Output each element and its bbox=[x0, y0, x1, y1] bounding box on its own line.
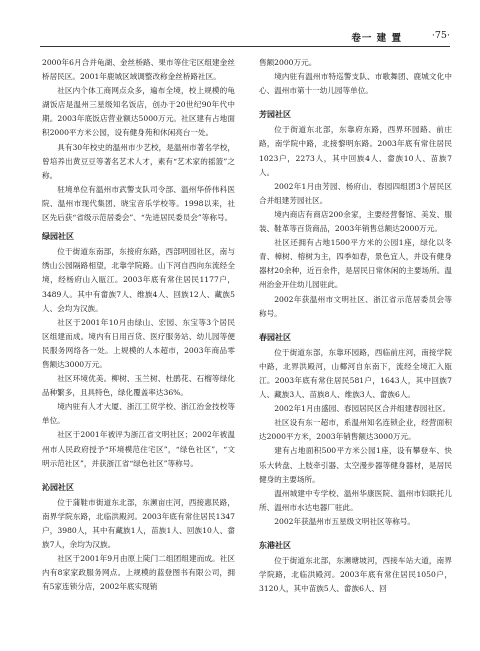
header-rule bbox=[40, 46, 450, 47]
paragraph: 2000年6月合并龟湖、金丝桥路、果市等住宅区组建金丝桥居民区。2001年鹿城区域调整改称金丝桥路社区。 bbox=[42, 58, 235, 82]
section-heading: 春园社区 bbox=[259, 332, 291, 342]
paragraph: 具有30年校史的温州市少艺校，是温州市著名学校，曾培养出黄豆豆等著名艺术人才，素有“艺术家的摇篮”之称。 bbox=[42, 142, 235, 180]
paragraph: 境内驻有人才大厦、浙江工贸学校、浙江治金技校等单位。 bbox=[42, 402, 235, 426]
paragraph: 温州城建中专学校、温州华康医院、温州市妇联托儿所、温州市水达电器厂驻此。 bbox=[259, 488, 452, 512]
right-column bbox=[259, 56, 452, 596]
running-header bbox=[40, 30, 450, 46]
paragraph: 社区内个体工商网点众多，遍布全境，校上规模的龟湖饭店是温州三星级知名饭店，创办于20世纪90年代中期。2003年底饭店营业额达5000万元。社区建有占地面积2000平方米公园，设有健身苑和休闲亮台一处。 bbox=[42, 86, 235, 138]
paragraph: 社区于2001年被评为浙江省文明社区；2002年被温州市人民政府授予“环境模范住宅区”，“绿色社区”，“文明示范社区”，并获浙江省“绿色社区”等称号。 bbox=[42, 430, 235, 468]
paragraph: 位于街道东北部，东靠府东路，西界环园路、前庄路，南学院中路，北接黎明东路。2003年底有常住居民1023户，2273人，其中回族4人、畲族10人、苗族7人。 bbox=[259, 125, 452, 177]
paragraph: 社区环境优美。柳树、玉兰树、杜鹃花、石榴等绿化品种繁多，且具特色，绿化覆盖率达36%。 bbox=[42, 374, 235, 398]
paragraph: 社区还拥有占地1500平方米的公园1座，绿化以冬青、樟树、榕树为主，四季如春，景色宜人，并设有健身器材20余种，近百余件，是居民日常休闲的主要场所。温州治金开住幼儿园驻此。 bbox=[259, 238, 452, 290]
section-heading: 东港社区 bbox=[259, 541, 291, 550]
paragraph: 位于街道东部，东靠环园路，西临前庄河，南接学院中路，北界洪殿河，山椰河自东南下，流经全境汇入瓯江。2003年底有常住居民581户，1643人，其中回族7人、藏族3人、苗族8人、维族3人、畲族6人。 bbox=[259, 347, 452, 400]
paragraph: 2002年1月由芳园、杨府山、春园四组团3个居民区合并组建芳园社区。 bbox=[259, 181, 452, 205]
section-heading: 沁园社区 bbox=[42, 482, 74, 492]
section-title: 卷一 建 置 bbox=[351, 33, 402, 44]
paragraph: 境内驻有温州市特巡警支队、市歌舞团、鹿城文化中心、温州市第十一幼儿园等单位。 bbox=[259, 72, 452, 96]
paragraph: 位于街道东北部，东濒塘坡河，西接车站大道，南界学院路，北临洪殿河。2003年底有常住居民1050户，3120人，其中苗族5人、畲族6人、回 bbox=[259, 556, 452, 594]
paragraph: 2002年获温州市五星级文明社区等称号。 bbox=[274, 516, 416, 526]
paragraph: 2002年1月由盛园、春园居民区合并组建春园社区。 bbox=[274, 404, 451, 414]
paragraph: 售额2000万元。 bbox=[259, 58, 317, 67]
paragraph: 位于街道东南部，东接府东路，西部明园社区，南与绣山公园隔路相望，北靠学院路。山下河自西向东流经全境，经杨府山入瓯江。2003年底有常住居民1177户，3489人。其中有畲族7人、维族4人、回族12人、藏族5人、会均为汉族。 bbox=[42, 247, 235, 313]
paragraph: 驻境单位有温州市武警支队司令部、温州华侨伟科医院、温州市现代集团、晓宝音乐学校等。1998以来，社区先后获“省级示范居委会”、“先进居民委员会”等称号。 bbox=[42, 184, 235, 223]
paragraph: 社区于2001年9月由原上陡门二组团组建而成。社区内有8家家政服务网点。上规模的蓝登图书有限公司，拥有5家连锁分店，2002年底实现销 bbox=[42, 554, 235, 592]
section-heading: 绿园社区 bbox=[42, 232, 74, 242]
paragraph: 社区设有东一超市，系温州知名连锁企业，经营面积达2000平方米，2003年销售额达3000万元。 bbox=[259, 418, 452, 442]
paragraph: 建有占地面积500平方米公园1座，设有攀登车、快乐大转盘、上肢牵引器、太空漫步器等健身器材，是居民健身的主要场所。 bbox=[259, 446, 452, 484]
paragraph: 2002年获温州市文明社区、浙江省示范居委员会等称号。 bbox=[259, 294, 452, 318]
paragraph: 境内商店有商店200余家，主要经营餐馆、美发、服装、鞋革等百货商品，2003年销售总额达2000万元。 bbox=[259, 209, 452, 234]
page-number: ·75· bbox=[431, 30, 450, 41]
paragraph: 社区于2001年10月由绿山、宏园、东宝等3个居民区组建而成。境内有日用百货、医疗服务站、幼儿园等便民服务网络各一处。上规模的人本超市，2003年商品零售额达3000万元。 bbox=[42, 317, 235, 369]
paragraph: 位于蒲鞋市街道东北部，东濒亩庄河，西接惠民路，南界学院东路，北临洪殿河。2003年底有常住居民1347户，3980人，其中有藏族1人，苗族1人、回族10人、畲族7人，余均为汉族。 bbox=[42, 497, 235, 550]
section-heading: 芳园社区 bbox=[259, 110, 291, 120]
left-column bbox=[42, 56, 235, 594]
